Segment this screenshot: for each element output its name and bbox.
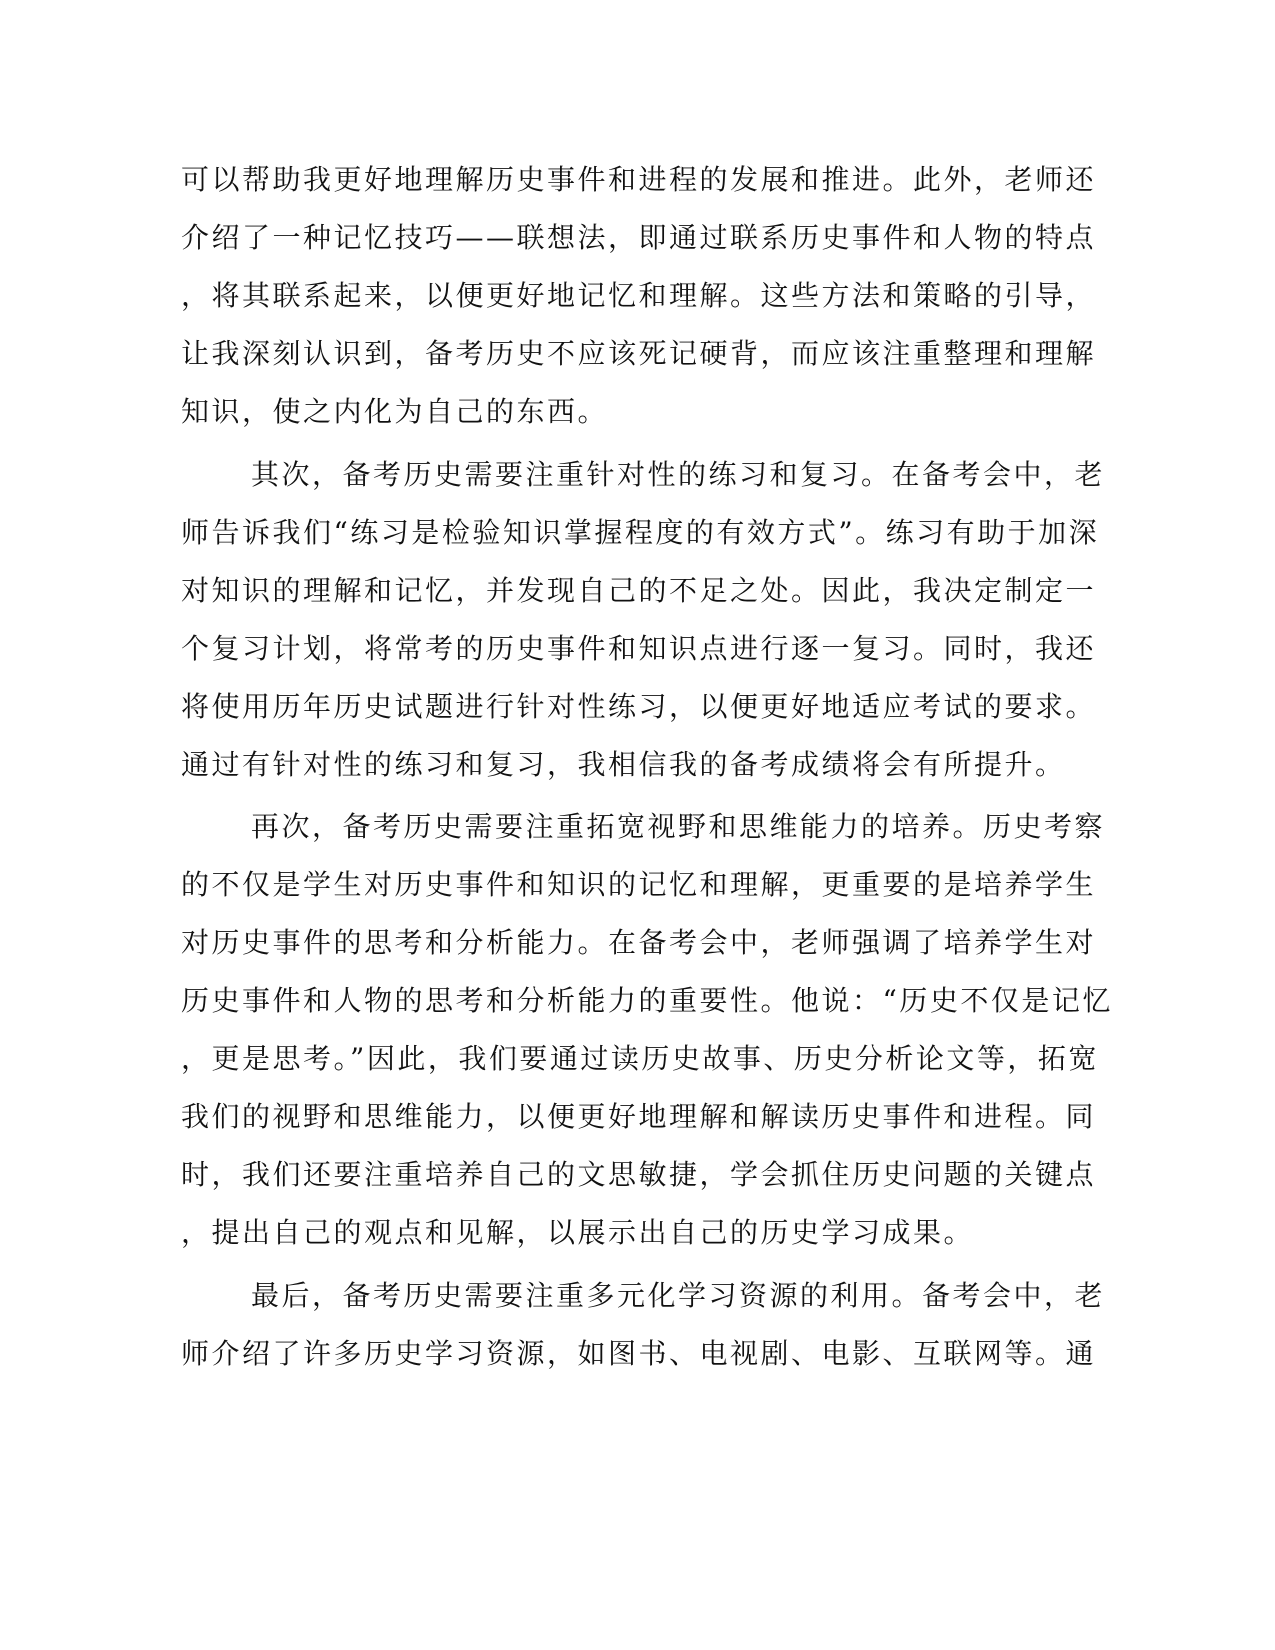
text-line: 师介绍了许多历史学习资源，如图书、电视剧、电影、互联网等。通: [181, 1337, 1097, 1370]
text-line: ，提出自己的观点和见解，以展示出自己的历史学习成果。: [181, 1216, 975, 1249]
text-line: 时，我们还要注重培养自己的文思敏捷，学会抓住历史问题的关键点: [181, 1158, 1097, 1191]
text-line: 对知识的理解和记忆，并发现自己的不足之处。因此，我决定制定一: [181, 574, 1097, 607]
text-line: 通过有针对性的练习和复习，我相信我的备考成绩将会有所提升。: [181, 748, 1066, 781]
text-line: 介绍了一种记忆技巧——联想法，即通过联系历史事件和人物的特点: [181, 221, 1097, 254]
text-line: ，更是思考。”因此，我们要通过读历史故事、历史分析论文等，拓宽: [181, 1042, 1099, 1075]
paragraph-first-line: 其次，备考历史需要注重针对性的练习和复习。在备考会中，老: [251, 458, 1106, 491]
text-line: 将使用历年历史试题进行针对性练习，以便更好地适应考试的要求。: [181, 690, 1097, 723]
text-line: 我们的视野和思维能力，以便更好地理解和解读历史事件和进程。同: [181, 1100, 1097, 1133]
text-line: 可以帮助我更好地理解历史事件和进程的发展和推进。此外，老师还: [181, 163, 1097, 196]
text-line: 历史事件和人物的思考和分析能力的重要性。他说：“历史不仅是记忆: [181, 984, 1113, 1017]
text-line: 师告诉我们“练习是检验知识掌握程度的有效方式”。练习有助于加深: [181, 516, 1100, 549]
text-line: 让我深刻认识到，备考历史不应该死记硬背，而应该注重整理和理解: [181, 337, 1097, 370]
text-line: ，将其联系起来，以便更好地记忆和理解。这些方法和策略的引导，: [181, 279, 1097, 312]
text-line: 对历史事件的思考和分析能力。在备考会中，老师强调了培养学生对: [181, 926, 1097, 959]
paragraph-first-line: 最后，备考历史需要注重多元化学习资源的利用。备考会中，老: [251, 1279, 1106, 1312]
text-line: 知识，使之内化为自己的东西。: [181, 395, 609, 428]
text-line: 个复习计划，将常考的历史事件和知识点进行逐一复习。同时，我还: [181, 632, 1097, 665]
paragraph-first-line: 再次，备考历史需要注重拓宽视野和思维能力的培养。历史考察: [251, 810, 1106, 843]
text-line: 的不仅是学生对历史事件和知识的记忆和理解，更重要的是培养学生: [181, 868, 1097, 901]
